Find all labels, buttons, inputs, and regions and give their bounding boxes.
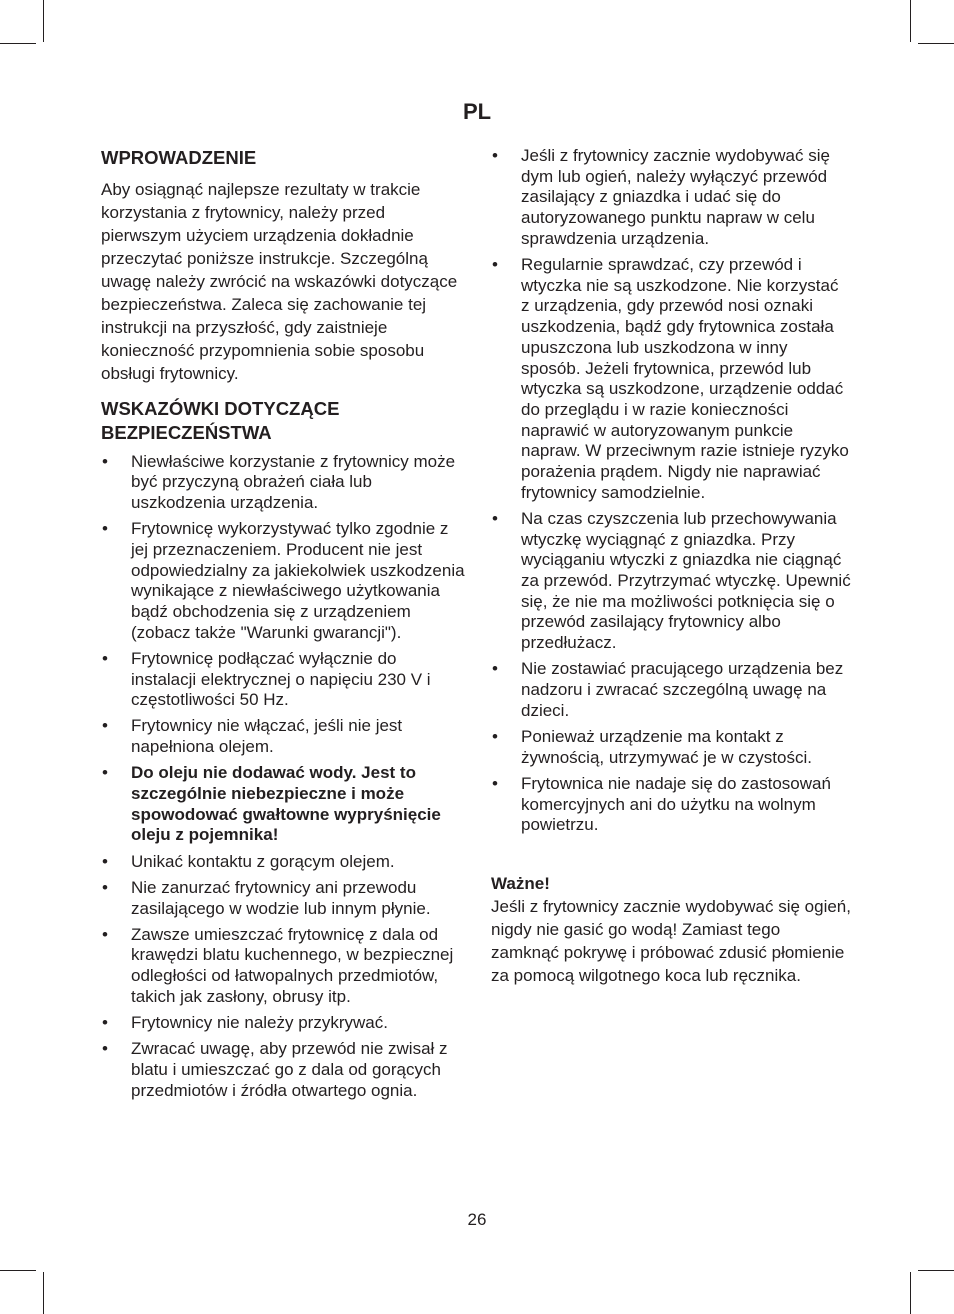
bullet: • [492,146,498,165]
list-item: • Niewłaściwe korzystanie z frytownicy może być przyczyną obrażeń ciała lub uszkodzenia urządzenia. [102,451,456,512]
list-item: • Frytownicy nie włączać, jeśli nie jest napełniona olejem. [102,716,403,757]
left-column [101,145,466,1107]
bullet: • [102,519,108,539]
crop-mark [0,1270,36,1271]
bullet: • [102,763,108,783]
bullet: • [492,726,498,746]
bullet: • [102,877,108,897]
crop-mark [918,43,954,44]
safety-title: WSKAZÓWKI DOTYCZĄCE BEZPIECZEŃSTWA [101,397,340,443]
crop-mark [910,1272,911,1314]
important-text: Jeśli z frytownicy zacznie wydobywać się ogień, nigdy nie gasić go wodą! Zamiast tego zamknąć pokrywę i próbować zdusić płomienie za pomocą wilgotnego koca lub ręcznika. [491,897,851,985]
list-item: • Nie zanurzać frytownicy ani przewodu zasilającego w wodzie lub innym płynie. [102,877,431,918]
list-item: • Nie zostawiać pracującego urządzenia bez nadzoru i zwracać szczególną uwagę na dzieci. [492,659,844,720]
language-label: PL [462,99,492,124]
bullet: • [492,255,498,275]
right-column [491,146,851,987]
safety-list-left [101,452,466,1102]
crop-mark [43,0,44,42]
list-item: • Frytownicy nie należy przykrywać. [102,1013,388,1033]
page-number: 26 [467,1210,487,1229]
list-item: • Frytownicę wykorzystywać tylko zgodnie z jej przeznaczeniem. Producent nie jest odpowiedzialny za jakiekolwiek uszkodzenia wynikające z niewłaściwego użytkowania bądź obchodzenia się z urządzeniem (zobacz także "Warunki gwarancji"). [102,519,465,642]
intro-text: Aby osiągnąć najlepsze rezultaty w trakcie korzystania z frytownicy, należy przed pierwszym użyciem urządzenia dokładnie przeczytać poniższe instrukcje. Szczególną uwagę należy zwrócić na wskazówki dotyczące bezpieczeństwa. Zaleca się zachowanie tej instrukcji na przyszłość, gdy zaistnieje konieczność przypomnienia sobie sposobu obsługi frytownicy. [101,179,458,383]
safety-list-right [491,146,851,836]
list-item: • Zawsze umieszczać frytownicę z dala od krawędzi blatu kuchennego, w bezpiecznej odległości od łatwopalnych przedmiotów, takich jak zasłony, obrusy itp. [102,924,454,1006]
bullet: • [492,773,498,793]
crop-mark [43,1272,44,1314]
list-item: • Unikać kontaktu z gorącym olejem. [102,851,395,871]
list-item: • Ponieważ urządzenie ma kontakt z żywnością, utrzymywać je w czystości. [492,726,812,767]
bullet: • [102,716,108,736]
bullet: • [102,924,108,944]
list-item-warning: • Do oleju nie dodawać wody. Jest to szczególnie niebezpieczne i może spowodować gwałtowne wypryśnięcie oleju z pojemnika! [102,763,441,845]
crop-mark [0,43,36,44]
crop-mark [918,1270,954,1271]
important-note [491,872,851,987]
bullet: • [102,451,108,471]
intro-title: WPROWADZENIE [101,147,257,168]
list-item: • Zwracać uwagę, aby przewód nie zwisał z blatu i umieszczać go z dala od gorących przedmiotów i źródła otwartego ognia. [102,1039,448,1100]
list-item: • Regularnie sprawdzać, czy przewód i wtyczka nie są uszkodzone. Nie korzystać z urządzenia, gdy przewód nosi oznaki uszkodzenia, bądź gdy frytownica została upuszczona lub uszkodzona w inny sposób. Jeżeli frytownica, przewód lub wtyczka są uszkodzone, urządzenie oddać do przeglądu i w razie konieczności naprawić w autoryzowanym punkcie napraw. W przeciwnym razie istnieje ryzyko porażenia prądem. Nigdy nie naprawiać frytownicy samodzielnie. [492,255,849,502]
list-item: • Frytownica nie nadaje się do zastosowań komercyjnych ani do użytku na wolnym powietrzu. [492,773,831,835]
bullet: • [102,851,108,871]
bullet: • [492,508,498,528]
crop-mark [910,0,911,42]
list-item: • Na czas czyszczenia lub przechowywania wtyczkę wyciągnąć z gniazdka. Przy wyciąganiu wtyczki z gniazdka nie ciągnąć za przewód. Przytrzymać wtyczkę. Upewnić się, że nie ma możliwości potknięcia się o przewód zasilający frytownicy albo przedłużacz. [492,508,851,653]
important-title: Ważne! [491,874,550,893]
bullet: • [102,1013,108,1033]
bullet: • [102,1039,108,1059]
bullet: • [492,659,498,679]
list-item: • Jeśli z frytownicy zacznie wydobywać się dym lub ogień, należy wyłączyć przewód zasilający z gniazdka i udać się do autoryzowanego punktu napraw w celu sprawdzenia urządzenia. [492,146,830,248]
list-item: • Frytownicę podłączać wyłącznie do instalacji elektrycznej o napięciu 230 V i częstotliwości 50 Hz. [102,648,431,710]
bullet: • [102,648,108,668]
